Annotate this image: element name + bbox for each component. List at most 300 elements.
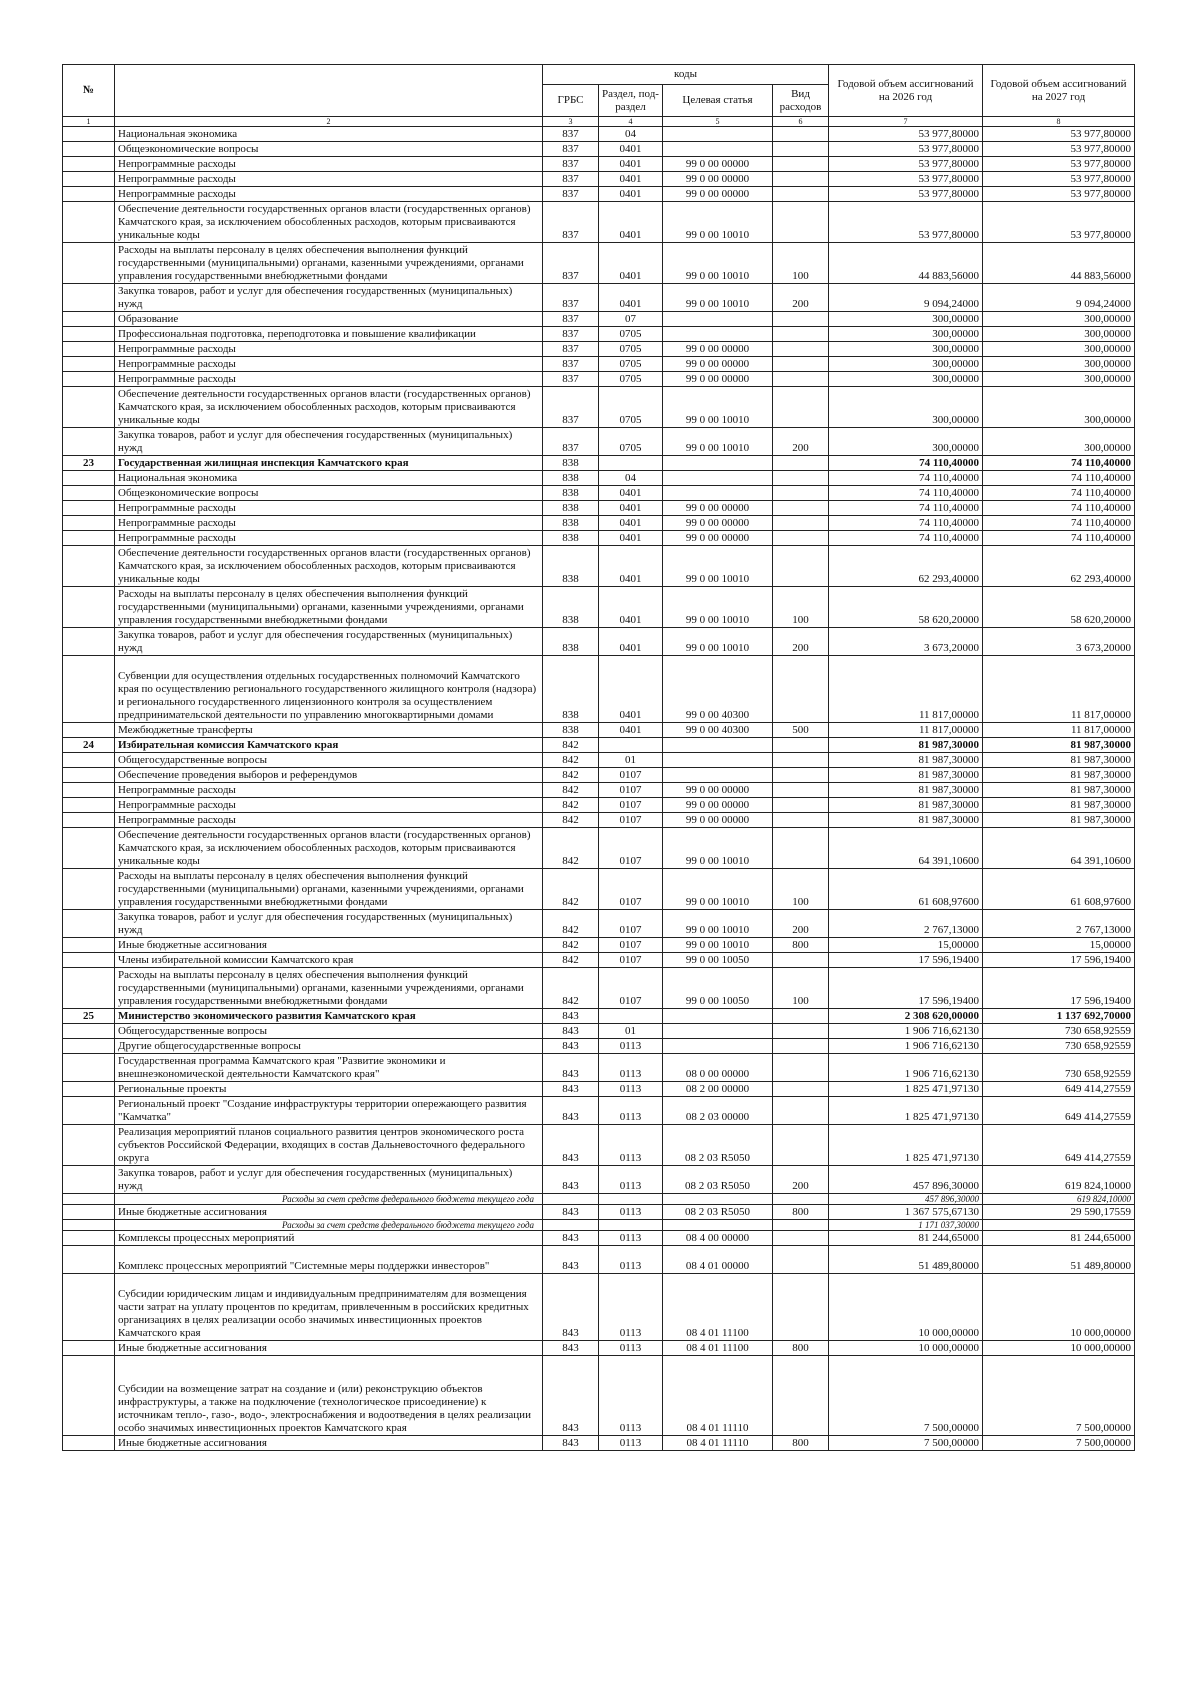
row-expense-type: 100 xyxy=(773,968,829,1009)
row-amount-2027: 1 137 692,70000 xyxy=(983,1009,1135,1024)
row-target: 99 0 00 10010 xyxy=(663,387,773,428)
row-expense-type xyxy=(773,486,829,501)
row-target: 99 0 00 00000 xyxy=(663,187,773,202)
row-name: Субсидии юридическим лицам и индивидуальным предпринимателям для возмещения части затрат на уплату процентов по кредитам, привлеченным в российских кредитных организациях в целях реализации особо значимых инвестиционных проектов Камчатского края xyxy=(115,1274,543,1341)
column-number: 3 xyxy=(543,117,599,127)
table-row xyxy=(63,1341,1135,1356)
row-section: 0107 xyxy=(599,910,663,938)
row-target xyxy=(663,471,773,486)
row-name: Расходы на выплаты персоналу в целях обеспечения выполнения функций государственными (муниципальными) органами, казенными учреждениями, органами управления государственными внебюджетными фондами xyxy=(115,968,543,1009)
table-row xyxy=(63,1231,1135,1246)
row-target: 08 2 03 R5050 xyxy=(663,1205,773,1220)
row-name: Обеспечение деятельности государственных органов власти (государственных органов) Камчатского края, за исключением обособленных расходов, которым присваиваются уникальные коды xyxy=(115,828,543,869)
row-name: Региональные проекты xyxy=(115,1082,543,1097)
row-number xyxy=(63,142,115,157)
row-target xyxy=(663,142,773,157)
row-name: Государственная жилищная инспекция Камчатского края xyxy=(115,456,543,471)
row-grbs: 842 xyxy=(543,783,599,798)
row-name: Расходы за счет средств федерального бюджета текущего года xyxy=(115,1220,543,1231)
row-expense-type xyxy=(773,157,829,172)
row-expense-type xyxy=(773,738,829,753)
row-number xyxy=(63,1274,115,1341)
row-amount-2027: 64 391,10600 xyxy=(983,828,1135,869)
row-grbs: 842 xyxy=(543,768,599,783)
row-name: Непрограммные расходы xyxy=(115,798,543,813)
row-section: 0401 xyxy=(599,486,663,501)
row-number: 23 xyxy=(63,456,115,471)
table-row xyxy=(63,202,1135,243)
row-name: Непрограммные расходы xyxy=(115,783,543,798)
row-grbs: 842 xyxy=(543,968,599,1009)
row-grbs: 837 xyxy=(543,243,599,284)
row-number xyxy=(63,869,115,910)
row-grbs: 843 xyxy=(543,1039,599,1054)
row-amount-2026: 1 906 716,62130 xyxy=(829,1024,983,1039)
row-amount-2026: 53 977,80000 xyxy=(829,187,983,202)
row-amount-2027: 53 977,80000 xyxy=(983,157,1135,172)
row-grbs: 843 xyxy=(543,1341,599,1356)
row-amount-2026: 1 171 037,30000 xyxy=(829,1220,983,1231)
row-expense-type: 200 xyxy=(773,628,829,656)
row-target: 08 2 03 00000 xyxy=(663,1097,773,1125)
row-target xyxy=(663,127,773,142)
column-number: 8 xyxy=(983,117,1135,127)
row-number xyxy=(63,243,115,284)
row-section: 0113 xyxy=(599,1205,663,1220)
row-number xyxy=(63,172,115,187)
row-target: 99 0 00 10010 xyxy=(663,428,773,456)
row-expense-type xyxy=(773,1125,829,1166)
row-number xyxy=(63,1082,115,1097)
row-number xyxy=(63,628,115,656)
row-number xyxy=(63,428,115,456)
row-section: 0107 xyxy=(599,798,663,813)
row-section: 0705 xyxy=(599,372,663,387)
table-row xyxy=(63,628,1135,656)
column-number: 6 xyxy=(773,117,829,127)
row-grbs: 837 xyxy=(543,172,599,187)
row-number xyxy=(63,531,115,546)
federal-budget-note-row xyxy=(63,1220,1135,1231)
row-grbs: 837 xyxy=(543,284,599,312)
row-amount-2027: 300,00000 xyxy=(983,312,1135,327)
row-name: Министерство экономического развития Камчатского края xyxy=(115,1009,543,1024)
row-amount-2027: 2 767,13000 xyxy=(983,910,1135,938)
row-name: Непрограммные расходы xyxy=(115,187,543,202)
row-amount-2026: 17 596,19400 xyxy=(829,953,983,968)
row-number xyxy=(63,127,115,142)
row-grbs: 842 xyxy=(543,910,599,938)
row-amount-2026: 1 906 716,62130 xyxy=(829,1054,983,1082)
row-number xyxy=(63,753,115,768)
table-row xyxy=(63,471,1135,486)
row-section: 07 xyxy=(599,312,663,327)
row-amount-2026: 300,00000 xyxy=(829,327,983,342)
row-amount-2026: 10 000,00000 xyxy=(829,1341,983,1356)
row-target: 99 0 00 10010 xyxy=(663,284,773,312)
row-amount-2026: 74 110,40000 xyxy=(829,471,983,486)
row-target: 99 0 00 40300 xyxy=(663,723,773,738)
row-amount-2027: 619 824,10000 xyxy=(983,1166,1135,1194)
table-row xyxy=(63,327,1135,342)
row-number xyxy=(63,910,115,938)
header-section: Раздел, под-раздел xyxy=(599,85,663,117)
row-amount-2027: 11 817,00000 xyxy=(983,723,1135,738)
row-grbs: 842 xyxy=(543,938,599,953)
row-amount-2026: 61 608,97600 xyxy=(829,869,983,910)
row-number xyxy=(63,327,115,342)
row-section: 0401 xyxy=(599,656,663,723)
row-name: Закупка товаров, работ и услуг для обеспечения государственных (муниципальных) нужд xyxy=(115,910,543,938)
row-name: Непрограммные расходы xyxy=(115,813,543,828)
header-codes: коды xyxy=(543,65,829,85)
row-amount-2026: 74 110,40000 xyxy=(829,486,983,501)
row-amount-2027: 17 596,19400 xyxy=(983,953,1135,968)
row-section xyxy=(599,1009,663,1024)
row-name: Другие общегосударственные вопросы xyxy=(115,1039,543,1054)
column-number: 5 xyxy=(663,117,773,127)
row-name: Субвенции для осуществления отдельных государственных полномочий Камчатского края по осуществлению регионального государственного жилищного контроля (надзора) и регионального государственного лицензионного контроля за осуществлением предпринимательской деятельности по управлению многоквартирными домами xyxy=(115,656,543,723)
row-expense-type: 800 xyxy=(773,1205,829,1220)
row-amount-2026: 58 620,20000 xyxy=(829,587,983,628)
row-amount-2027: 53 977,80000 xyxy=(983,142,1135,157)
row-expense-type xyxy=(773,828,829,869)
row-target: 99 0 00 00000 xyxy=(663,172,773,187)
row-amount-2027: 649 414,27559 xyxy=(983,1125,1135,1166)
row-grbs: 838 xyxy=(543,531,599,546)
row-grbs xyxy=(543,1194,599,1205)
table-row xyxy=(63,1024,1135,1039)
table-row xyxy=(63,828,1135,869)
row-amount-2026: 300,00000 xyxy=(829,312,983,327)
row-grbs xyxy=(543,1220,599,1231)
row-amount-2026: 62 293,40000 xyxy=(829,546,983,587)
table-row xyxy=(63,869,1135,910)
header-expense-type: Вид расходов xyxy=(773,85,829,117)
row-amount-2027: 51 489,80000 xyxy=(983,1246,1135,1274)
row-section: 0401 xyxy=(599,142,663,157)
row-name: Межбюджетные трансферты xyxy=(115,723,543,738)
row-section: 0113 xyxy=(599,1125,663,1166)
row-target xyxy=(663,1220,773,1231)
row-section: 0401 xyxy=(599,546,663,587)
row-name: Общегосударственные вопросы xyxy=(115,753,543,768)
row-target: 99 0 00 10050 xyxy=(663,953,773,968)
row-amount-2027: 81 987,30000 xyxy=(983,813,1135,828)
row-grbs: 843 xyxy=(543,1009,599,1024)
row-name: Национальная экономика xyxy=(115,127,543,142)
row-expense-type: 100 xyxy=(773,587,829,628)
row-amount-2027: 10 000,00000 xyxy=(983,1341,1135,1356)
table-row xyxy=(63,342,1135,357)
row-target: 99 0 00 10010 xyxy=(663,869,773,910)
table-row xyxy=(63,187,1135,202)
row-name: Иные бюджетные ассигнования xyxy=(115,1436,543,1451)
row-grbs: 838 xyxy=(543,516,599,531)
table-row xyxy=(63,938,1135,953)
row-grbs: 842 xyxy=(543,798,599,813)
row-number xyxy=(63,357,115,372)
table-row xyxy=(63,968,1135,1009)
row-target: 99 0 00 00000 xyxy=(663,372,773,387)
row-name: Непрограммные расходы xyxy=(115,157,543,172)
row-name: Расходы на выплаты персоналу в целях обеспечения выполнения функций государственными (муниципальными) органами, казенными учреждениями, органами управления государственными внебюджетными фондами xyxy=(115,243,543,284)
row-target: 08 4 01 11100 xyxy=(663,1274,773,1341)
row-expense-type xyxy=(773,172,829,187)
row-amount-2026: 64 391,10600 xyxy=(829,828,983,869)
row-name: Общеэкономические вопросы xyxy=(115,486,543,501)
column-number: 7 xyxy=(829,117,983,127)
row-amount-2026: 300,00000 xyxy=(829,342,983,357)
row-amount-2026: 53 977,80000 xyxy=(829,202,983,243)
row-number xyxy=(63,768,115,783)
row-target xyxy=(663,456,773,471)
table-row xyxy=(63,1205,1135,1220)
row-section: 0107 xyxy=(599,783,663,798)
row-number xyxy=(63,1166,115,1194)
row-name: Комплекс процессных мероприятий "Системные меры поддержки инвесторов" xyxy=(115,1246,543,1274)
row-section: 0113 xyxy=(599,1039,663,1054)
row-amount-2027: 74 110,40000 xyxy=(983,486,1135,501)
row-target: 99 0 00 10010 xyxy=(663,202,773,243)
row-number xyxy=(63,783,115,798)
row-number xyxy=(63,1125,115,1166)
row-expense-type xyxy=(773,387,829,428)
row-amount-2026: 53 977,80000 xyxy=(829,127,983,142)
row-target: 99 0 00 00000 xyxy=(663,813,773,828)
row-name: Избирательная комиссия Камчатского края xyxy=(115,738,543,753)
row-grbs: 843 xyxy=(543,1231,599,1246)
row-amount-2027: 74 110,40000 xyxy=(983,516,1135,531)
row-target xyxy=(663,1009,773,1024)
row-expense-type xyxy=(773,1194,829,1205)
table-row xyxy=(63,656,1135,723)
table-row xyxy=(63,243,1135,284)
table-row xyxy=(63,783,1135,798)
row-expense-type xyxy=(773,501,829,516)
column-number: 2 xyxy=(115,117,543,127)
table-row xyxy=(63,1082,1135,1097)
row-amount-2027: 649 414,27559 xyxy=(983,1082,1135,1097)
row-amount-2027: 53 977,80000 xyxy=(983,187,1135,202)
row-grbs: 843 xyxy=(543,1246,599,1274)
row-name: Непрограммные расходы xyxy=(115,372,543,387)
row-section: 0401 xyxy=(599,628,663,656)
column-number: 1 xyxy=(63,117,115,127)
row-grbs: 838 xyxy=(543,656,599,723)
row-target: 08 4 00 00000 xyxy=(663,1231,773,1246)
row-number xyxy=(63,202,115,243)
row-section: 0113 xyxy=(599,1274,663,1341)
row-number xyxy=(63,546,115,587)
row-section: 0401 xyxy=(599,723,663,738)
row-target: 99 0 00 10050 xyxy=(663,968,773,1009)
row-target xyxy=(663,327,773,342)
row-number xyxy=(63,1039,115,1054)
row-expense-type xyxy=(773,342,829,357)
row-number xyxy=(63,968,115,1009)
row-grbs: 837 xyxy=(543,372,599,387)
row-amount-2027: 74 110,40000 xyxy=(983,456,1135,471)
row-amount-2027: 81 987,30000 xyxy=(983,753,1135,768)
table-row xyxy=(63,546,1135,587)
row-name: Обеспечение деятельности государственных органов власти (государственных органов) Камчатского края, за исключением обособленных расходов, которым присваиваются уникальные коды xyxy=(115,202,543,243)
row-expense-type xyxy=(773,516,829,531)
row-amount-2026: 15,00000 xyxy=(829,938,983,953)
row-amount-2027: 53 977,80000 xyxy=(983,172,1135,187)
row-number xyxy=(63,1097,115,1125)
row-expense-type xyxy=(773,1024,829,1039)
row-name: Реализация мероприятий планов социального развития центров экономического роста субъектов Российской Федерации, входящих в состав Дальневосточного федерального округа xyxy=(115,1125,543,1166)
row-expense-type xyxy=(773,656,829,723)
row-amount-2027: 9 094,24000 xyxy=(983,284,1135,312)
row-name: Иные бюджетные ассигнования xyxy=(115,938,543,953)
row-name: Члены избирательной комиссии Камчатского края xyxy=(115,953,543,968)
row-grbs: 837 xyxy=(543,312,599,327)
row-section: 0107 xyxy=(599,768,663,783)
row-number xyxy=(63,828,115,869)
row-number xyxy=(63,723,115,738)
row-name: Общеэкономические вопросы xyxy=(115,142,543,157)
row-amount-2026: 7 500,00000 xyxy=(829,1356,983,1436)
row-number xyxy=(63,486,115,501)
row-expense-type: 200 xyxy=(773,284,829,312)
row-grbs: 837 xyxy=(543,202,599,243)
row-expense-type xyxy=(773,783,829,798)
row-amount-2026: 74 110,40000 xyxy=(829,516,983,531)
row-amount-2027: 730 658,92559 xyxy=(983,1054,1135,1082)
row-grbs: 838 xyxy=(543,486,599,501)
row-amount-2026: 3 673,20000 xyxy=(829,628,983,656)
row-name: Иные бюджетные ассигнования xyxy=(115,1205,543,1220)
row-section: 0113 xyxy=(599,1166,663,1194)
row-number xyxy=(63,656,115,723)
row-amount-2027: 81 244,65000 xyxy=(983,1231,1135,1246)
row-grbs: 838 xyxy=(543,456,599,471)
row-section: 0401 xyxy=(599,587,663,628)
row-section xyxy=(599,456,663,471)
row-expense-type xyxy=(773,1039,829,1054)
row-expense-type: 500 xyxy=(773,723,829,738)
table-row xyxy=(63,1125,1135,1166)
row-section: 0113 xyxy=(599,1436,663,1451)
row-grbs: 842 xyxy=(543,753,599,768)
row-number xyxy=(63,342,115,357)
budget-table-page xyxy=(62,64,1134,1451)
row-number xyxy=(63,1356,115,1436)
row-expense-type: 800 xyxy=(773,1341,829,1356)
row-expense-type xyxy=(773,546,829,587)
row-amount-2027: 10 000,00000 xyxy=(983,1274,1135,1341)
row-expense-type xyxy=(773,1220,829,1231)
row-expense-type xyxy=(773,312,829,327)
row-grbs: 843 xyxy=(543,1125,599,1166)
row-expense-type: 800 xyxy=(773,1436,829,1451)
row-amount-2026: 300,00000 xyxy=(829,428,983,456)
row-name: Закупка товаров, работ и услуг для обеспечения государственных (муниципальных) нужд xyxy=(115,284,543,312)
row-grbs: 838 xyxy=(543,501,599,516)
row-amount-2027: 7 500,00000 xyxy=(983,1356,1135,1436)
row-amount-2027: 300,00000 xyxy=(983,342,1135,357)
header-year-2027: Годовой объем ассигнований на 2027 год xyxy=(983,65,1135,117)
row-expense-type xyxy=(773,202,829,243)
row-number xyxy=(63,501,115,516)
row-expense-type xyxy=(773,1231,829,1246)
row-amount-2026: 11 817,00000 xyxy=(829,656,983,723)
row-grbs: 843 xyxy=(543,1166,599,1194)
row-grbs: 843 xyxy=(543,1274,599,1341)
row-amount-2027: 300,00000 xyxy=(983,327,1135,342)
row-section: 0113 xyxy=(599,1082,663,1097)
table-row xyxy=(63,127,1135,142)
row-number xyxy=(63,1054,115,1082)
row-section: 0107 xyxy=(599,938,663,953)
row-expense-type xyxy=(773,1097,829,1125)
row-amount-2026: 81 987,30000 xyxy=(829,813,983,828)
row-name: Национальная экономика xyxy=(115,471,543,486)
row-amount-2026: 1 906 716,62130 xyxy=(829,1039,983,1054)
row-number xyxy=(63,1246,115,1274)
row-grbs: 837 xyxy=(543,342,599,357)
row-grbs: 843 xyxy=(543,1054,599,1082)
table-row xyxy=(63,1246,1135,1274)
row-target: 99 0 00 00000 xyxy=(663,531,773,546)
row-section: 0401 xyxy=(599,531,663,546)
row-amount-2026: 81 987,30000 xyxy=(829,753,983,768)
row-amount-2027: 3 673,20000 xyxy=(983,628,1135,656)
table-row xyxy=(63,1274,1135,1341)
row-grbs: 837 xyxy=(543,127,599,142)
row-target: 08 4 01 11110 xyxy=(663,1356,773,1436)
row-section: 04 xyxy=(599,471,663,486)
row-amount-2026: 44 883,56000 xyxy=(829,243,983,284)
row-target xyxy=(663,1194,773,1205)
row-name: Комплексы процессных мероприятий xyxy=(115,1231,543,1246)
row-amount-2027: 29 590,17559 xyxy=(983,1205,1135,1220)
row-number xyxy=(63,938,115,953)
row-section: 0705 xyxy=(599,327,663,342)
row-expense-type xyxy=(773,127,829,142)
row-target: 08 2 03 R5050 xyxy=(663,1125,773,1166)
row-expense-type xyxy=(773,768,829,783)
row-grbs: 843 xyxy=(543,1082,599,1097)
row-amount-2027: 53 977,80000 xyxy=(983,127,1135,142)
row-amount-2026: 1 825 471,97130 xyxy=(829,1097,983,1125)
row-name: Профессиональная подготовка, переподготовка и повышение квалификации xyxy=(115,327,543,342)
row-expense-type xyxy=(773,142,829,157)
row-name: Обеспечение деятельности государственных органов власти (государственных органов) Камчатского края, за исключением обособленных расходов, которым присваиваются уникальные коды xyxy=(115,546,543,587)
row-target: 99 0 00 00000 xyxy=(663,783,773,798)
row-expense-type xyxy=(773,456,829,471)
row-section: 0113 xyxy=(599,1097,663,1125)
row-number: 24 xyxy=(63,738,115,753)
row-section: 0107 xyxy=(599,953,663,968)
row-name: Общегосударственные вопросы xyxy=(115,1024,543,1039)
row-amount-2026: 53 977,80000 xyxy=(829,172,983,187)
row-target: 99 0 00 00000 xyxy=(663,157,773,172)
row-section: 0705 xyxy=(599,357,663,372)
row-grbs: 837 xyxy=(543,428,599,456)
row-name: Непрограммные расходы xyxy=(115,501,543,516)
row-expense-type xyxy=(773,1009,829,1024)
header-year-2026: Годовой объем ассигнований на 2026 год xyxy=(829,65,983,117)
row-number xyxy=(63,471,115,486)
row-target: 99 0 00 00000 xyxy=(663,516,773,531)
row-amount-2026: 9 094,24000 xyxy=(829,284,983,312)
row-grbs: 837 xyxy=(543,387,599,428)
row-number xyxy=(63,387,115,428)
row-target xyxy=(663,768,773,783)
